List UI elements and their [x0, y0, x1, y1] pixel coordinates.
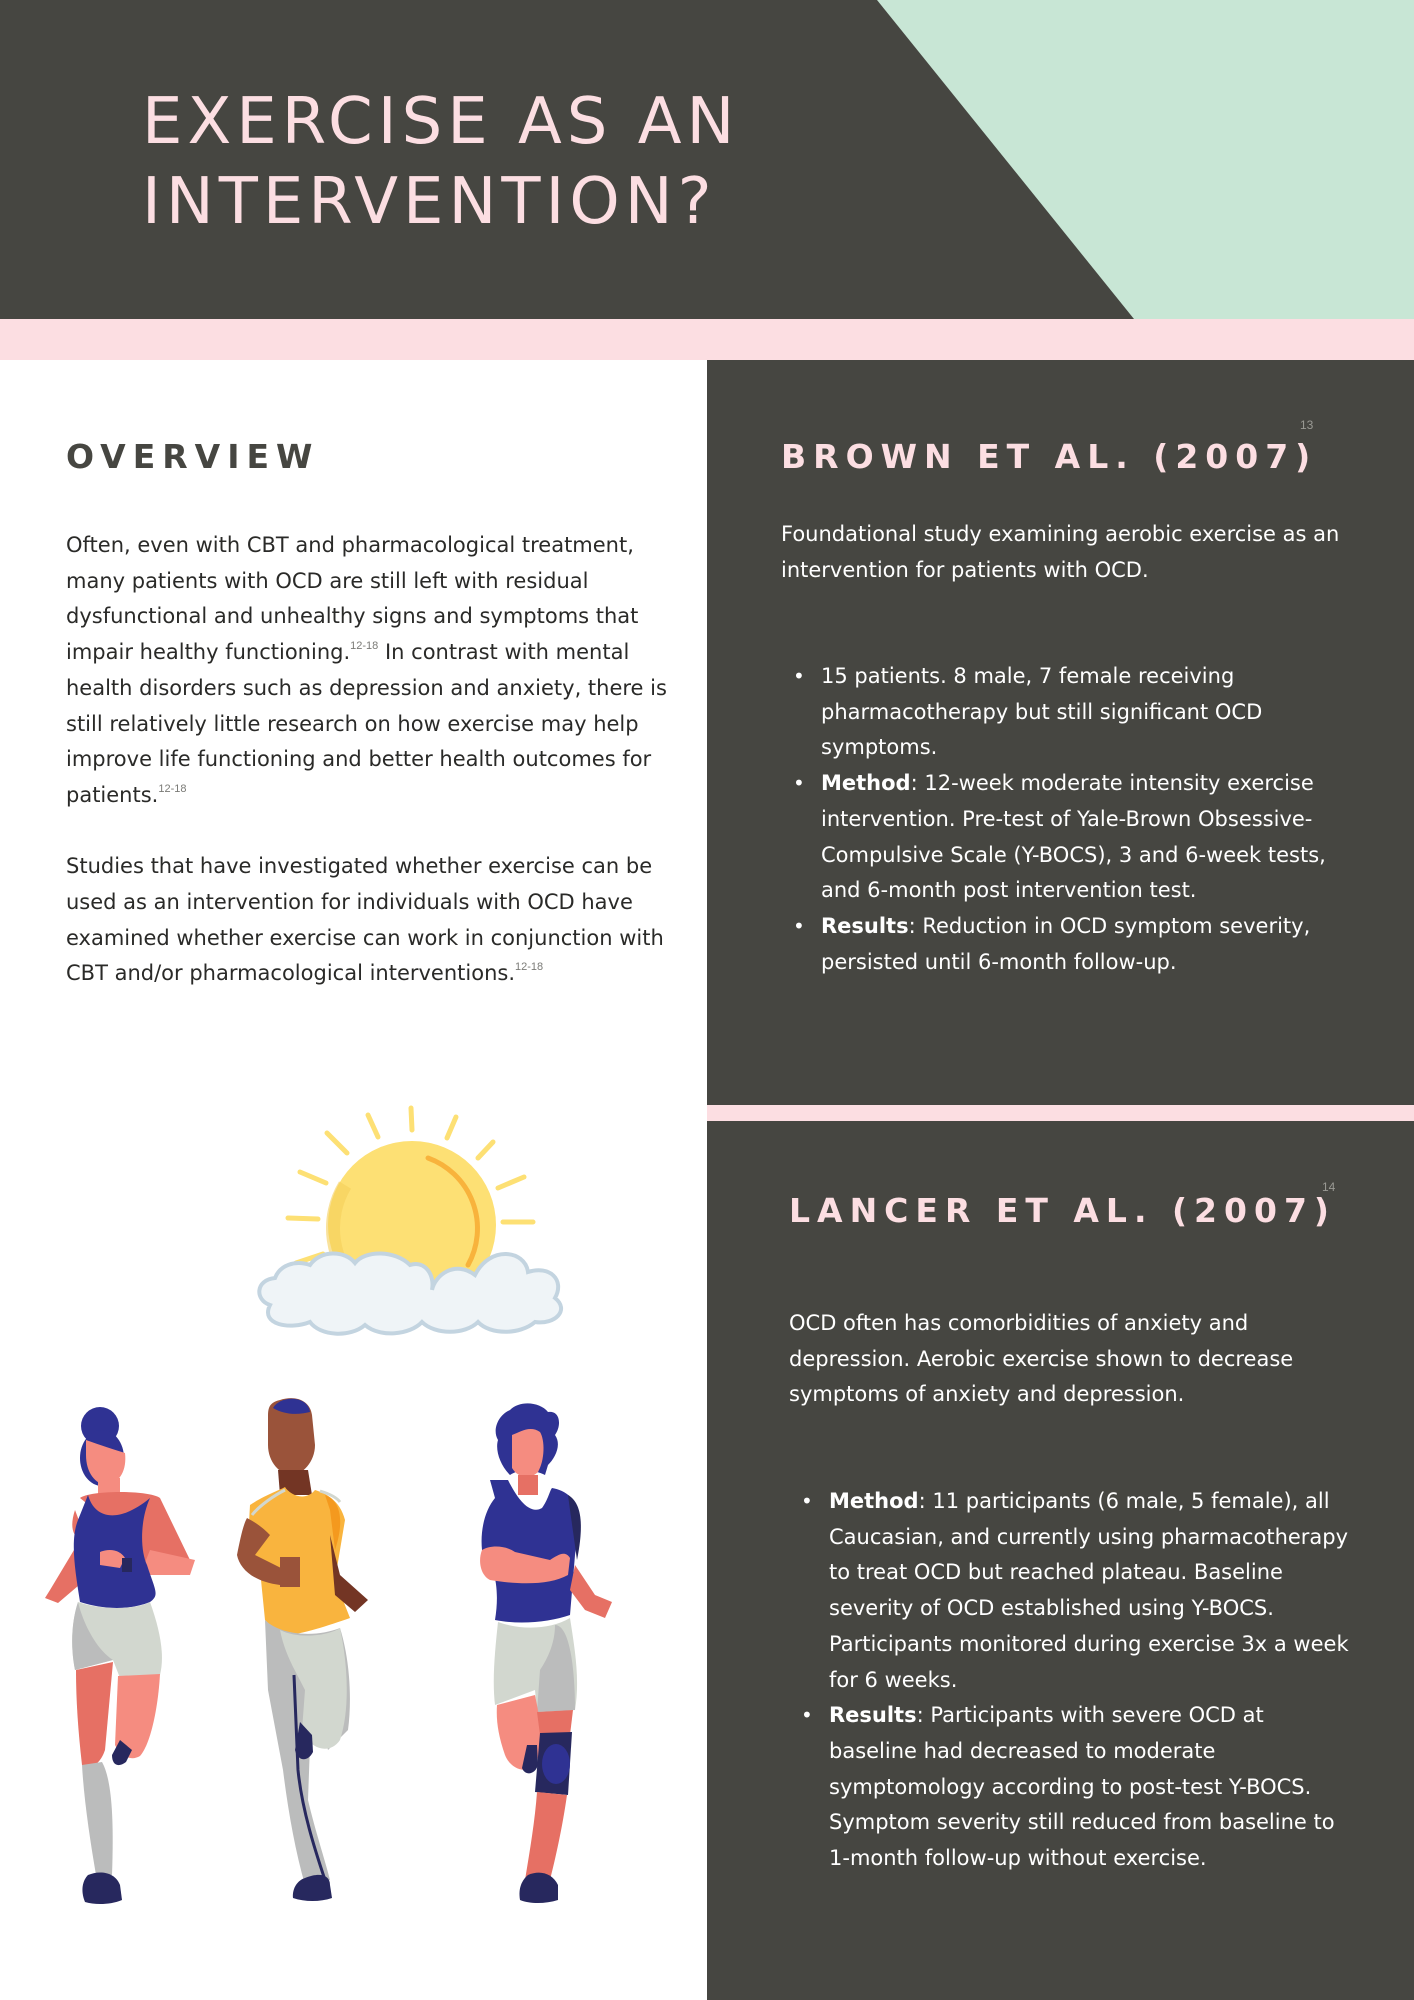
bullet-label: Method — [829, 1489, 919, 1513]
bullet-text: : Participants with severe OCD at baseline had decreased to moderate symptomology according to post-test Y-BOCS. Symptom severity still reduced from baseline to 1-month follow-up without exercise. — [829, 1703, 1335, 1871]
brown-citation-superscript: 13 — [1300, 418, 1314, 432]
list-item — [789, 1698, 1349, 1877]
list-item — [789, 1484, 1349, 1698]
title-line-1: EXERCISE AS AN — [142, 85, 740, 159]
header-banner — [0, 0, 1414, 319]
bullet-text: 15 patients. 8 male, 7 female receiving pharmacotherapy but still significant OCD symptoms. — [821, 664, 1263, 760]
runner-woman-icon — [45, 1407, 195, 1904]
overview-body — [66, 528, 686, 1028]
bullet-label: Results — [829, 1703, 917, 1728]
page-title — [142, 82, 739, 242]
title-line-2: INTERVENTION? — [142, 165, 717, 239]
citation-superscript: 12-18 — [158, 782, 187, 795]
overview-heading: OVERVIEW — [66, 437, 320, 476]
bullet-label: Results — [821, 913, 909, 938]
lancer-intro: OCD often has comorbidities of anxiety and depression. Aerobic exercise shown to decrease symptoms of anxiety and depression. — [789, 1311, 1294, 1407]
pink-divider-band — [0, 319, 1414, 360]
bullet-text: : 11 participants (6 male, 5 female), all Caucasian, and currently using pharmacotherapy to treat OCD but reached plateau. Baseline severity of OCD established using Y-BOCS. Participants monitored during exercise 3x a week for 6 weeks. — [829, 1489, 1349, 1692]
citation-superscript: 12-18 — [350, 640, 379, 653]
three-runners-illustration — [40, 1390, 640, 1950]
list-item — [781, 766, 1361, 909]
overview-paragraph-2 — [66, 849, 686, 992]
bullet-text: : Reduction in OCD symptom severity, persisted until 6-month follow-up. — [821, 913, 1311, 974]
citation-superscript: 12-18 — [515, 961, 544, 974]
bullet-text: : 12-week moderate intensity exercise intervention. Pre-test of Yale-Brown Obsessive-Compulsive Scale (Y-BOCS), 3 and 6-week tests, and 6-month post intervention test. — [821, 771, 1326, 903]
runner-curly-hair-icon — [480, 1403, 612, 1903]
overview-text: Studies that have investigated whether exercise can be used as an intervention for individuals with OCD have examined whether exercise can work in conjunction with CBT and/or pharmacological interventions. — [66, 854, 664, 986]
runner-man-icon — [237, 1398, 368, 1901]
bullet-label: Method — [821, 771, 911, 796]
list-item — [781, 909, 1361, 980]
brown-intro: Foundational study examining aerobic exercise as an intervention for patients with OCD. — [781, 522, 1340, 582]
overview-text: In contrast with mental health disorders such as depression and anxiety, there is still relatively little research on how exercise may help improve life functioning and better health outcomes for patients. — [66, 640, 667, 807]
brown-study-heading: BROWN ET AL. (2007) — [781, 437, 1318, 476]
lancer-citation-superscript: 14 — [1322, 1180, 1336, 1194]
brown-bullet-list — [781, 659, 1361, 980]
overview-paragraph-1 — [66, 528, 686, 814]
list-item — [781, 659, 1361, 766]
overview-text: Often, even with CBT and pharmacological treatment, many patients with OCD are still left with residual dysfunctional and unhealthy signs and symptoms that impair healthy functioning. — [66, 533, 639, 665]
lancer-study-heading: LANCER ET AL. (2007) — [789, 1191, 1336, 1230]
right-column-divider — [707, 1105, 1414, 1121]
sun-behind-cloud-icon — [250, 1100, 570, 1350]
lancer-bullet-list — [789, 1484, 1349, 1877]
